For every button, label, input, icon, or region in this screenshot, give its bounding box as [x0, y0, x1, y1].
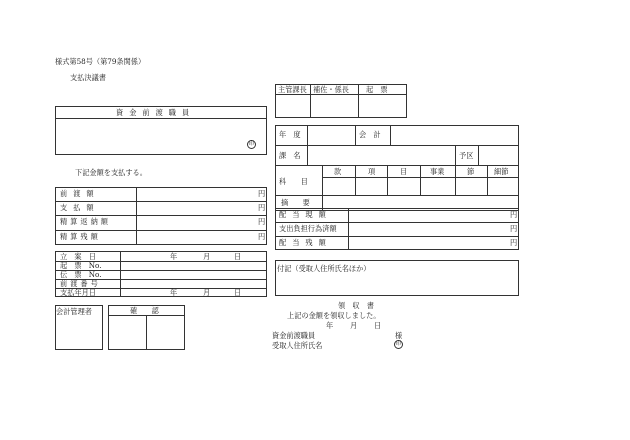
form-title: 支払決議書 [70, 73, 106, 82]
receipt-year: 年 [326, 321, 334, 330]
amount-label-shiharai: 支払額 [60, 203, 100, 212]
amount-unit: 円 [258, 203, 266, 212]
date-day: 日 [234, 252, 242, 261]
kamei-label: 課 名 [279, 151, 301, 160]
amount-unit: 円 [510, 238, 518, 247]
date-day: 日 [234, 288, 242, 297]
amount-unit: 円 [510, 210, 518, 219]
col-jigyo: 事業 [430, 167, 445, 176]
kaikei-label: 会 計 [359, 130, 381, 139]
col-kou: 項 [368, 167, 376, 176]
amount-unit: 円 [258, 232, 266, 241]
date-row-shiharai: 支払年月日 [60, 288, 96, 297]
date-row-maewatashi: 前渡番号 [60, 279, 101, 288]
date-row-kihyo: 起 票 No. [60, 261, 102, 270]
kamoku-label: 科 目 [279, 177, 308, 186]
receipt-day: 日 [374, 321, 382, 330]
date-row-denpyo: 伝 票 No. [60, 270, 102, 279]
date-month: 月 [203, 252, 211, 261]
receipt-staff-label: 資金前渡職員 [272, 331, 316, 340]
pay-note: 下記金額を支払する。 [75, 168, 147, 177]
approval-head-3: 起 票 [366, 85, 388, 94]
receipt-sama: 様 [395, 331, 403, 340]
receipt-seal-icon: 印 [395, 341, 402, 347]
amount-label-zangaku: 精算残額 [60, 232, 101, 241]
receipt-receiver-label: 受取人住所氏名 [272, 341, 323, 350]
date-row-ritsuan: 立 案 日 [60, 252, 96, 261]
staff-box-header: 資金前渡職員 [116, 108, 196, 117]
receipt-title: 領 収 書 [338, 301, 374, 310]
amount-unit: 円 [258, 217, 266, 226]
col-saisetsu: 細節 [494, 167, 509, 176]
yoku-label: 予区 [459, 151, 474, 160]
date-year: 年 [170, 252, 178, 261]
kaikei-kanrisha-label: 会計管理者 [56, 307, 92, 316]
approval-head-1: 主管課長 [278, 85, 307, 94]
form-number: 様式第58号（第79条関係） [55, 57, 146, 66]
budget-grid [275, 125, 519, 211]
right-label-futan: 支出負担行為済額 [279, 224, 337, 233]
amount-unit: 円 [258, 189, 266, 198]
col-setsu: 節 [467, 167, 475, 176]
fuki-label: 付記（受取人住所氏名ほか） [277, 264, 371, 273]
staff-seal-icon: 印 [248, 141, 255, 147]
amount-label-henno: 精算返納額 [60, 217, 111, 226]
amount-label-maewatashi: 前渡額 [60, 189, 100, 198]
right-label-zan: 配当残額 [279, 238, 332, 247]
col-kan: 款 [334, 167, 342, 176]
tekiyo-label: 摘 要 [281, 198, 310, 207]
date-month: 月 [203, 288, 211, 297]
kakunin-label: 確 認 [130, 306, 159, 315]
col-moku: 目 [400, 167, 408, 176]
date-year: 年 [170, 288, 178, 297]
nendo-label: 年 度 [279, 130, 301, 139]
receipt-text: 上記の金額を領収しました。 [287, 311, 381, 320]
right-label-haito: 配当現額 [279, 210, 332, 219]
approval-head-2: 補佐・係長 [313, 85, 349, 94]
receipt-month: 月 [350, 321, 358, 330]
amount-unit: 円 [510, 224, 518, 233]
